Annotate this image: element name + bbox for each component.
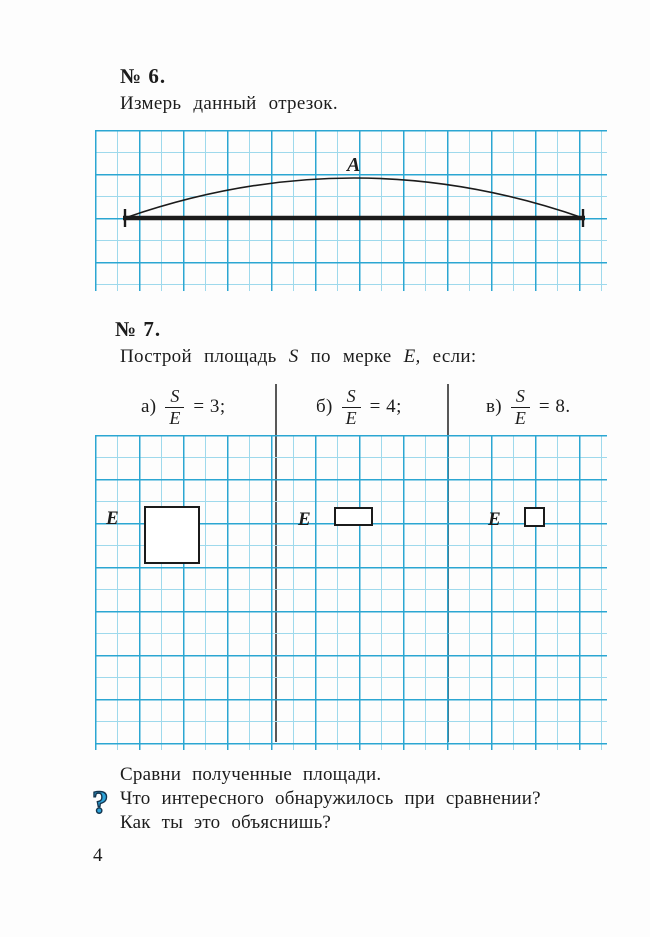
case-c-prefix: в)	[486, 396, 502, 417]
exercise6-number: № 6.	[120, 64, 167, 88]
question-line: Что интересного обнаружилось при сравнении?	[120, 788, 541, 809]
graph-paper-figure-1	[95, 130, 607, 291]
exercise6-instruction: Измерь данный отрезок.	[120, 93, 338, 114]
fraction-numerator: S	[511, 387, 530, 408]
instruction-text: если:	[432, 346, 477, 367]
measure-label-e: E	[106, 508, 119, 529]
case-a-value: = 3;	[193, 396, 226, 417]
instruction-text: по мерке	[310, 346, 392, 367]
question-mark-icon: ?	[92, 785, 109, 821]
exercise7-number: № 7.	[115, 317, 162, 341]
exercise7-instruction	[120, 346, 476, 368]
case-a-prefix: а)	[141, 396, 157, 417]
fraction-numerator: S	[342, 387, 361, 408]
measure-square-a	[144, 506, 200, 564]
case-a	[141, 384, 226, 430]
variable-e: E,	[403, 346, 421, 367]
case-b	[316, 384, 402, 430]
fraction-denominator: E	[345, 407, 357, 428]
fraction-denominator: E	[169, 407, 181, 428]
fraction-denominator: E	[514, 407, 526, 428]
measure-label-e: E	[298, 509, 311, 530]
measure-label-e: E	[488, 509, 501, 530]
arc-curve	[125, 178, 583, 218]
question-line: Сравни полученные площади.	[120, 764, 382, 785]
fraction-s-over-e	[342, 387, 361, 428]
fraction-s-over-e	[511, 387, 530, 428]
instruction-text: Построй площадь	[120, 346, 277, 367]
page-number: 4	[93, 845, 103, 866]
variable-s: S	[288, 346, 299, 367]
case-c	[486, 384, 571, 430]
case-b-value: = 4;	[369, 396, 402, 417]
point-label-a: A	[347, 154, 361, 176]
graph-paper-figure-2	[95, 435, 607, 750]
case-c-value: = 8.	[538, 396, 571, 417]
measure-rect-b	[334, 507, 373, 526]
measure-square-c	[524, 507, 545, 527]
questions-block	[120, 763, 600, 835]
fraction-s-over-e	[165, 387, 184, 428]
question-line: Как ты это объяснишь?	[120, 812, 332, 833]
exercise7-figure-area	[95, 380, 607, 752]
fraction-numerator: S	[165, 387, 184, 408]
case-b-prefix: б)	[316, 396, 333, 417]
